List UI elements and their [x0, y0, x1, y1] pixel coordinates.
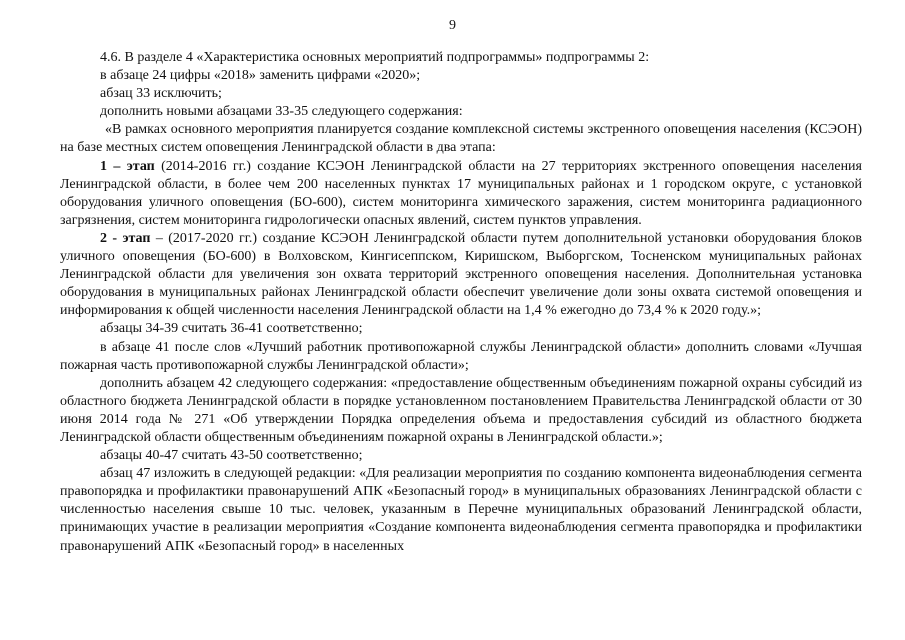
stage-2-text: – (2017-2020 гг.) создание КСЭОН Ленинградской области путем дополнительной установки оборудования блоков уличного оповещения (БО-600) в Волховском, Кингисеппском, Киришском, Выборгском, Тосненском муниципальных районах Ленинградской области для увеличения зон охвата территорий экстренного оповещения населения. Дополнительная установка оборудования в муниципальных районах Ленинградской области обеспечит увеличение доли зоны охвата системой оповещения и информирования к общей численности населения Ленинградской области на 1,4 % ежегодно до 73,4 % к 2020 году.»;	[60, 230, 862, 319]
paragraph: «В рамках основного мероприятия планируется создание комплексной системы экстренного оповещения населения (КСЭОН) на базе местных систем оповещения Ленинградской области в два этапа:	[60, 122, 862, 156]
stage-2-label: 2 - этап	[100, 230, 151, 246]
stage-1-label: 1 – этап	[100, 158, 155, 174]
paragraph: абзац 33 исключить;	[100, 86, 222, 102]
paragraph: в абзаце 24 цифры «2018» заменить цифрами «2020»;	[100, 68, 421, 84]
stage-1-text: (2014-2016 гг.) создание КСЭОН Ленинградской области на 27 территориях экстренного оповещения населения Ленинградской области, в более чем 200 населенных пунктах 17 муниципальных районах и 1 городском округе, с установкой оборудования уличного оповещения (БО-600), систем мониторинга химического заражения, систем мониторинга радиационного загрязнения, систем мониторинга гидрологически опасных явлений, систем пунктов управления.	[60, 158, 862, 228]
page-number: 9	[449, 18, 456, 33]
paragraph: дополнить абзацем 42 следующего содержания: «предоставление общественным объединениям пожарной охраны субсидий из областного бюджета Ленинградской области в порядке установленном постановлением Правительства Ленинградской области от 30 июня 2014 года № 271 «Об утверждении Порядка определения объема и предоставления субсидий из областного бюджета Ленинградской области общественным объединениям пожарной охраны в Ленинградской области.»;	[60, 375, 862, 445]
paragraph: абзац 47 изложить в следующей редакции: «Для реализации мероприятия по созданию компонента видеонаблюдения сегмента правопорядка и профилактики правонарушений АПК «Безопасный город» в муниципальных образованиях Ленинградской области с численностью населения свыше 10 тыс. человек, указанным в Перечне муниципальных образований Ленинградской области, принимающих участие в реализации мероприятия «Создание компонента видеонаблюдения сегмента правопорядка и профилактики правонарушений АПК «Безопасный город» в населенных	[60, 466, 862, 554]
paragraph: абзацы 34-39 считать 36-41 соответственно;	[100, 321, 363, 337]
paragraph: абзацы 40-47 считать 43-50 соответственно;	[100, 448, 363, 464]
paragraph: 4.6. В разделе 4 «Характеристика основных мероприятий подпрограммы» подпрограммы 2:	[100, 50, 650, 65]
paragraph-stage-2	[60, 230, 862, 320]
paragraph: дополнить новыми абзацами 33-35 следующего содержания:	[100, 104, 463, 120]
paragraph-stage-1	[60, 158, 862, 230]
document-body	[60, 49, 862, 556]
paragraph: в абзаце 41 после слов «Лучший работник противопожарной службы Ленинградской области» дополнить словами «Лучшая пожарная часть противопожарной службы Ленинградской области»;	[60, 339, 862, 373]
